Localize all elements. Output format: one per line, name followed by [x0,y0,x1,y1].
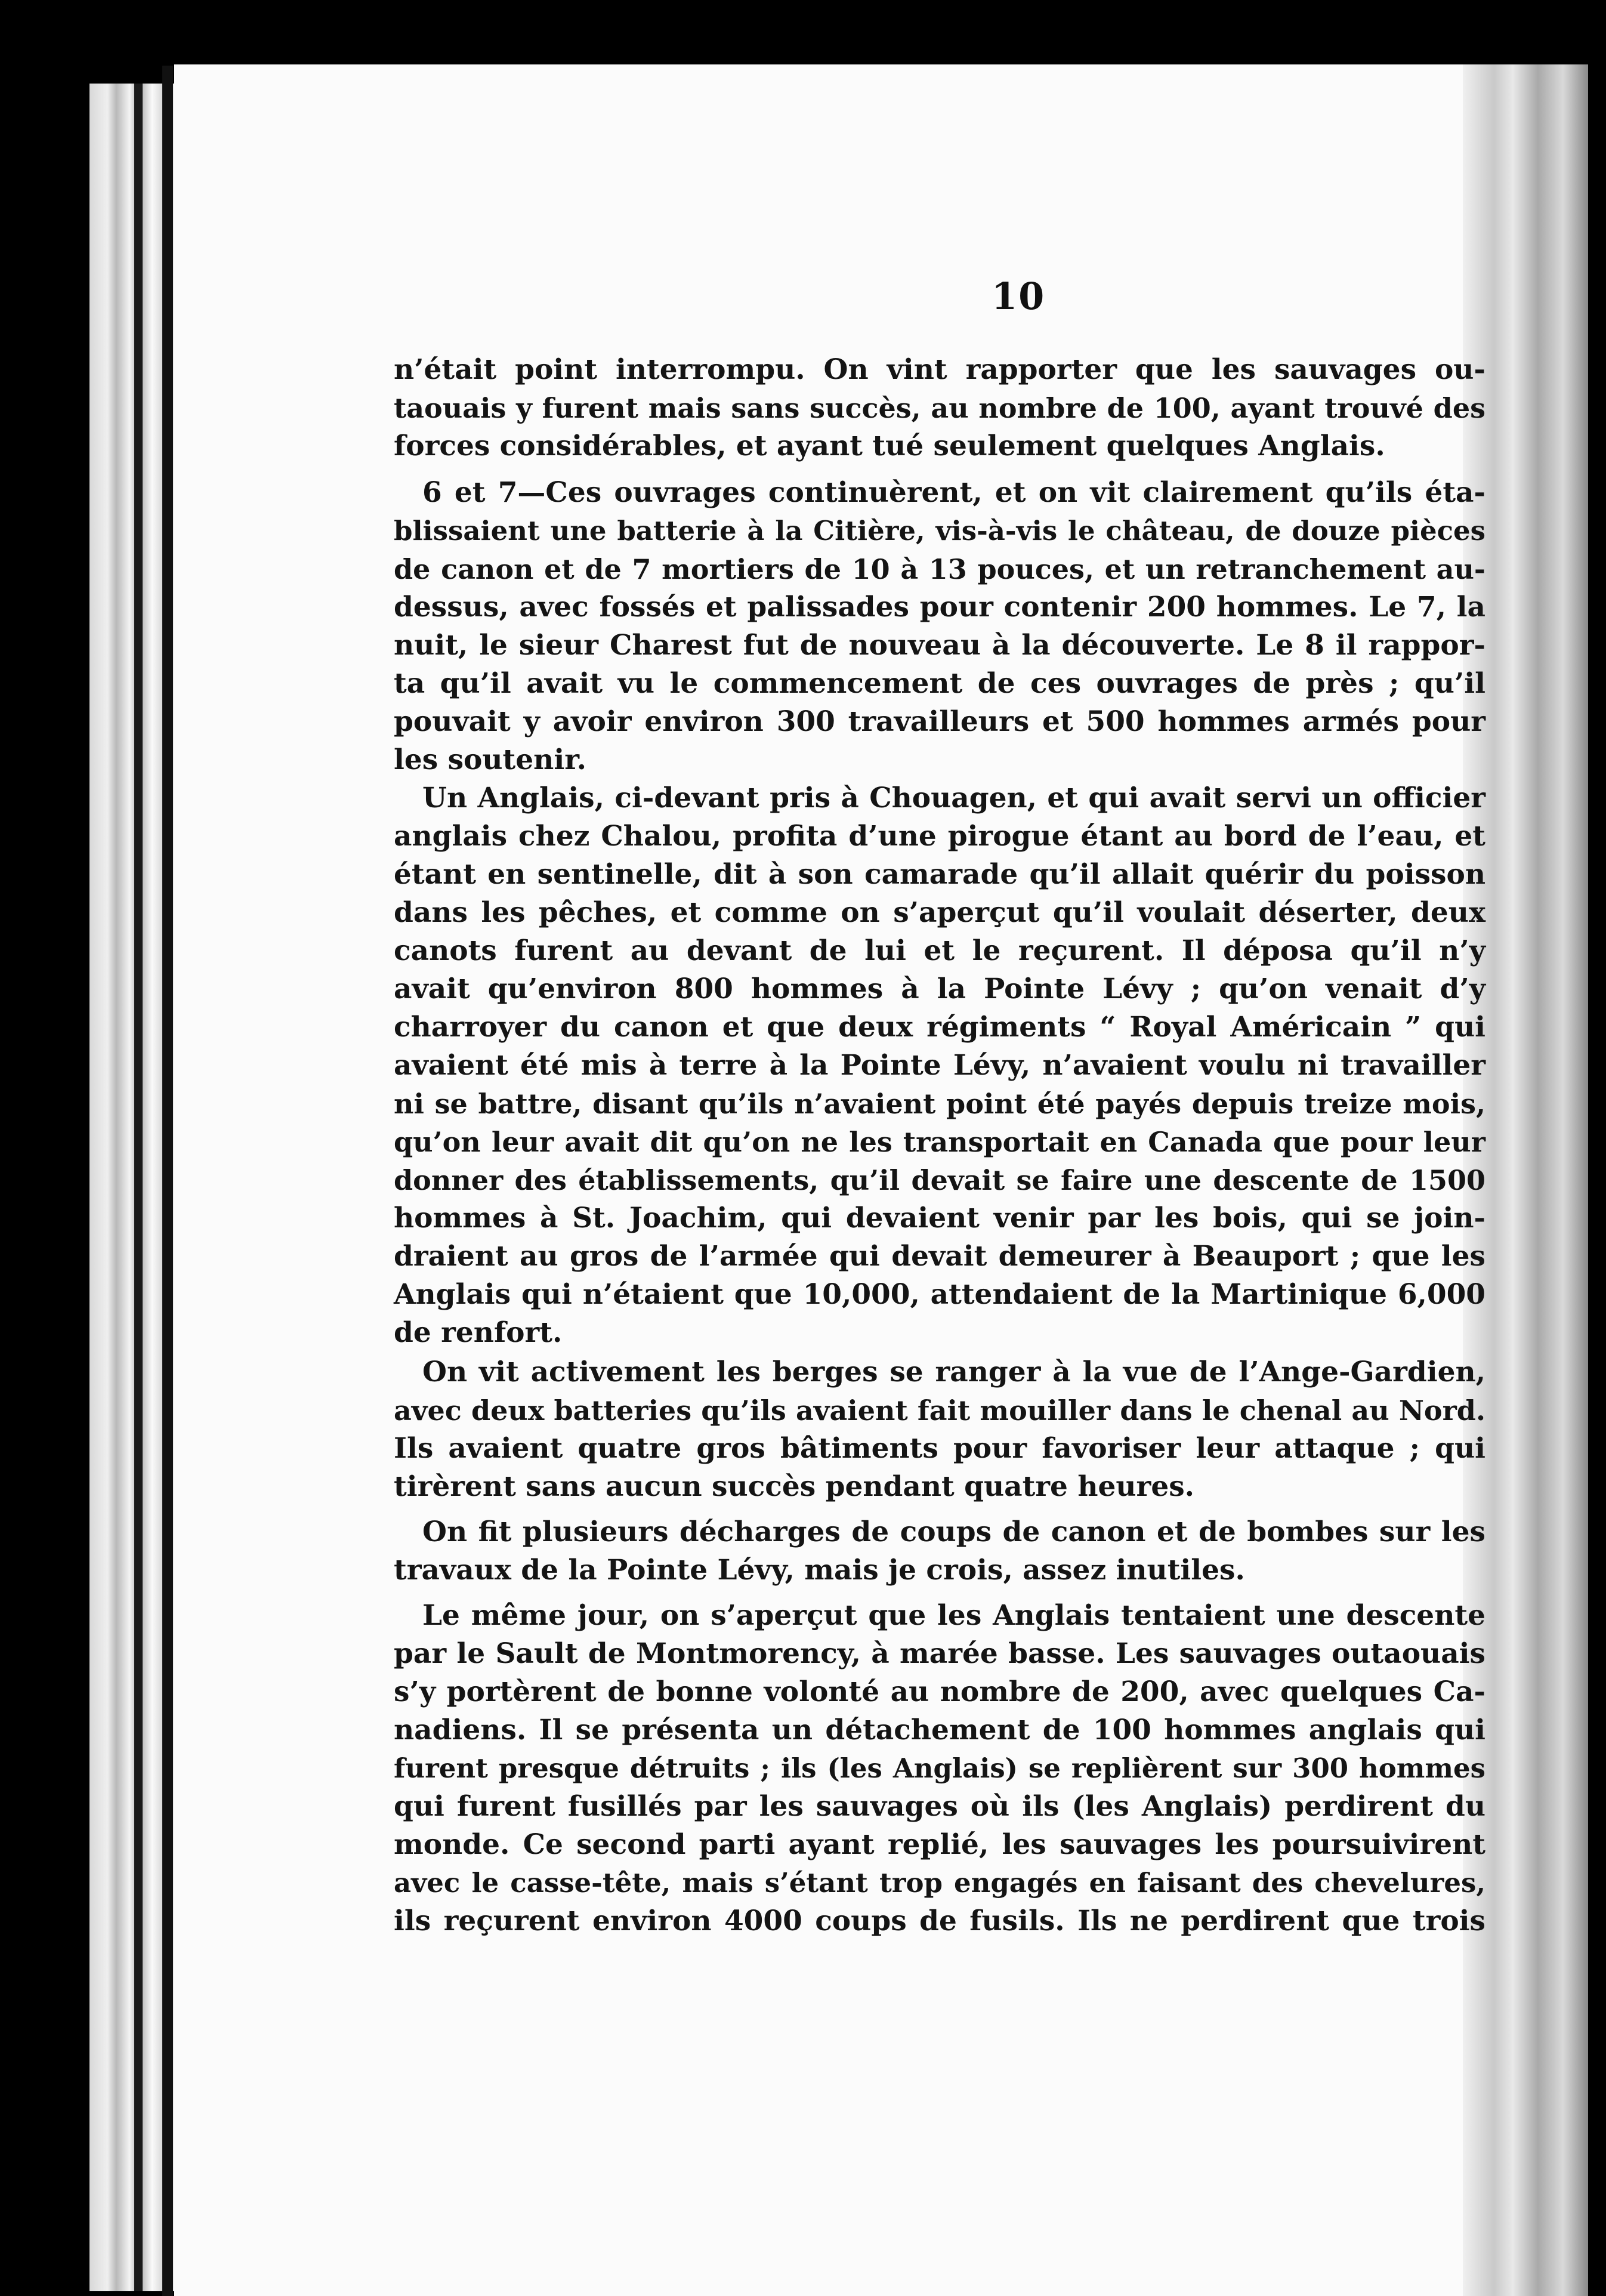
text-line: qui furent fusillés par les sauvages où ils (les Anglais) perdirent du [394,1790,1485,1823]
text-line: taouais y furent mais sans succès, au nombre de 100, ayant trouvé des [394,392,1485,424]
text-line: Un Anglais, ci-devant pris à Chouagen, et qui avait servi un officier [422,782,1485,814]
text-line: nadiens. Il se présenta un détachement de 100 hommes anglais qui [394,1714,1485,1746]
text-line: Ils avaient quatre gros bâtiments pour favoriser leur attaque ; qui [394,1432,1485,1465]
text-line: avaient été mis à terre à la Pointe Lévy, n’avaient voulu ni travailler [394,1049,1485,1082]
text-line: draient au gros de l’armée qui devait demeurer à Beauport ; que les [394,1240,1485,1273]
text-line: charroyer du canon et que deux régiments “ Royal Américain ” qui [394,1011,1485,1044]
text-line: canots furent au devant de lui et le reçurent. Il déposa qu’il n’y [394,934,1485,967]
text-line: ni se battre, disant qu’ils n’avaient point été payés depuis treize mois, [394,1088,1485,1120]
text-line: avait qu’environ 800 hommes à la Pointe Lévy ; qu’on venait d’y [394,973,1485,1005]
text-line: nuit, le sieur Charest fut de nouveau à la découverte. Le 8 il rappor- [394,629,1485,662]
text-line: ils reçurent environ 4000 coups de fusils. Ils ne perdirent que trois [394,1905,1485,1937]
text-line: ta qu’il avait vu le commencement de ces ouvrages de près ; qu’il [394,667,1485,700]
text-line: s’y portèrent de bonne volonté au nombre de 200, avec quelques Ca- [394,1675,1485,1708]
text-line: qu’on leur avait dit qu’on ne les transportait en Canada que pour leur [394,1126,1485,1158]
text-line: n’était point interrompu. On vint rapporter que les sauvages ou- [394,353,1485,386]
text-line: monde. Ce second parti ayant replié, les sauvages les poursuivirent [394,1828,1485,1861]
text-line: furent presque détruits ; ils (les Anglais) se replièrent sur 300 hommes [394,1752,1485,1784]
text-line: travaux de la Pointe Lévy, mais je crois, assez inutiles. [394,1554,1245,1587]
text-line: avec le casse-tête, mais s’étant trop engagés en faisant des chevelures, [394,1867,1485,1899]
text-line: pouvait y avoir environ 300 travailleurs et 500 hommes armés pour [394,705,1485,738]
text-line: On fit plusieurs décharges de coups de canon et de bombes sur les [422,1516,1485,1548]
text-line: tirèrent sans aucun succès pendant quatre heures. [394,1470,1195,1503]
text-line: Anglais qui n’étaient que 10,000, attendaient de la Martinique 6,000 [394,1278,1485,1311]
text-line: dessus, avec fossés et palissades pour contenir 200 hommes. Le 7, la [394,591,1485,624]
text-line: avec deux batteries qu’ils avaient fait mouiller dans le chenal au Nord. [394,1394,1485,1427]
text-line: donner des établissements, qu’il devait se faire une descente de 1500 [394,1164,1485,1196]
text-line: 6 et 7—Ces ouvrages continuèrent, et on vit clairement qu’ils éta- [422,476,1485,509]
text-line: étant en sentinelle, dit à son camarade qu’il allait quérir du poisson [394,858,1485,891]
text-line: On vit activement les berges se ranger à la vue de l’Ange-Gardien, [422,1356,1485,1388]
page-gutter-line [162,66,173,2296]
text-line: dans les pêches, et comme on s’aperçut qu’il voulait déserter, deux [394,896,1485,929]
text-line: par le Sault de Montmorency, à marée basse. Les sauvages outaouais [394,1637,1485,1670]
binding-shadow-line [134,84,143,2291]
page-number: 10 [992,274,1046,318]
book-page [174,64,1485,2296]
text-line: anglais chez Chalou, profita d’une pirogue étant au bord de l’eau, et [394,820,1485,853]
text-line: les soutenir. [394,743,587,776]
text-line: forces considérables, et ayant tué seulement quelques Anglais. [394,430,1385,462]
text-line: Le même jour, on s’aperçut que les Anglais tentaient une descente [422,1599,1485,1632]
text-line: de renfort. [394,1316,563,1349]
text-line: hommes à St. Joachim, qui devaient venir par les bois, qui se join- [394,1202,1485,1235]
text-line: blissaient une batterie à la Citière, vis-à-vis le château, de douze pièces [394,515,1485,547]
text-line: de canon et de 7 mortiers de 10 à 13 pouces, et un retranchement au- [394,553,1485,585]
